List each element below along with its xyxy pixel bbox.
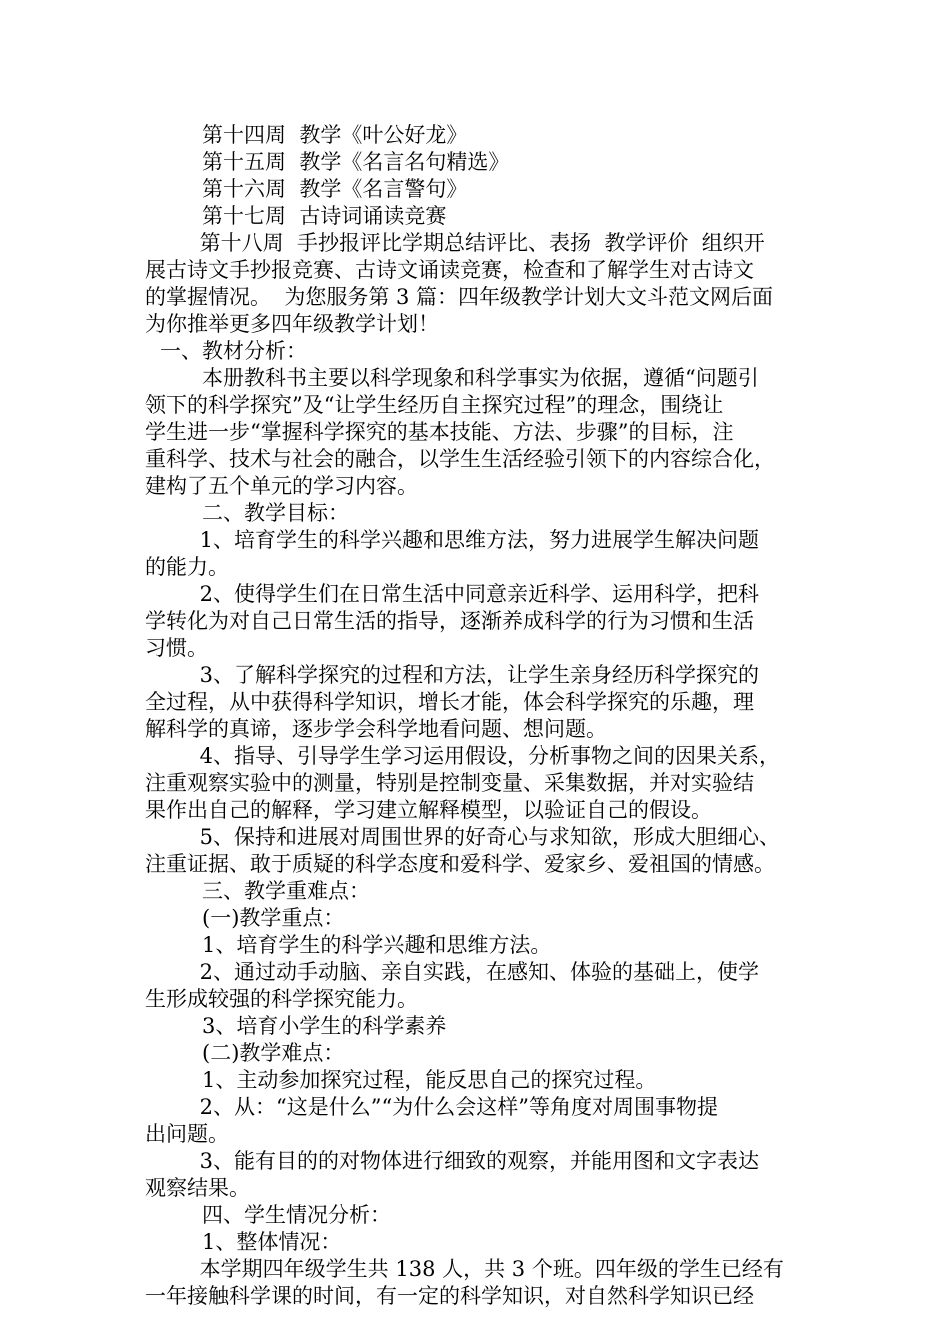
text-line: 1、主动参加探究过程，能反思自己的探究过程。: [202, 1068, 657, 1092]
subsection-heading: (二)教学难点：: [202, 1041, 345, 1065]
text-line: 领下的科学探究”及“让学生经历自主探究过程”的理念，围绕让: [145, 393, 724, 417]
text-line: 注重观察实验中的测量，特别是控制变量、采集数据，并对实验结: [145, 771, 754, 795]
text-line: 学生进一步“掌握科学探究的基本技能、方法、步骤”的目标，注: [145, 420, 734, 444]
text-line: 学转化为对自己日常生活的指导，逐渐养成科学的行为习惯和生活: [145, 609, 754, 633]
text-line: 建构了五个单元的学习内容。: [145, 474, 418, 498]
section-heading: 一、教材分析：: [160, 339, 307, 363]
subsection-heading: (一)教学重点：: [202, 906, 345, 930]
text-line: 第十八周 手抄报评比学期总结评比、表扬 教学评价 组织开: [193, 231, 765, 255]
text-line: 本册教科书主要以科学现象和科学事实为依据，遵循“问题引: [202, 366, 759, 390]
text-line: 注重证据、敢于质疑的科学态度和爱科学、爱家乡、爱祖国的情感。: [145, 852, 775, 876]
text-line: 习惯。: [145, 636, 208, 660]
text-line: 重科学、技术与社会的融合，以学生生活经验引领下的内容综合化，: [145, 447, 775, 471]
text-line: 展古诗文手抄报竞赛、古诗文诵读竞赛，检查和了解学生对古诗文: [145, 258, 754, 282]
text-line: 1、培育学生的科学兴趣和思维方法，努力进展学生解决问题: [193, 528, 760, 552]
text-line: 2、使得学生们在日常生活中同意亲近科学、运用科学，把科: [193, 582, 760, 606]
text-line: 第十四周 教学《叶公好龙》: [202, 123, 468, 147]
text-line: 出问题。: [145, 1122, 229, 1146]
text-line: 4、指导、引导学生学习运用假设，分析事物之间的因果关系，: [193, 744, 781, 768]
text-line: 5、保持和进展对周围世界的好奇心与求知欲，形成大胆细心、: [193, 825, 781, 849]
text-line: 解科学的真谛，逐步学会科学地看问题、想问题。: [145, 717, 607, 741]
text-line: 第十六周 教学《名言警句》: [202, 177, 468, 201]
section-heading: 四、学生情况分析：: [202, 1203, 391, 1227]
text-line: 本学期四年级学生共 138 人，共 3 个班。四年级的学生已经有: [193, 1257, 784, 1281]
text-line: 2、通过动手动脑、亲自实践，在感知、体验的基础上，使学: [193, 960, 760, 984]
text-line: 为你推举更多四年级教学计划！: [145, 312, 439, 336]
text-line: 1、整体情况：: [202, 1230, 342, 1254]
text-line: 全过程，从中获得科学知识，增长才能，体会科学探究的乐趣，理: [145, 690, 754, 714]
section-heading: 三、教学重难点：: [202, 879, 370, 903]
text-line: 的能力。: [145, 555, 229, 579]
text-line: 3、了解科学探究的过程和方法，让学生亲身经历科学探究的: [193, 663, 760, 687]
text-line: 果作出自己的解释，学习建立解释模型，以验证自己的假设。: [145, 798, 712, 822]
text-line: 3、能有目的的对物体进行细致的观察，并能用图和文字表达: [193, 1149, 760, 1173]
text-line: 3、培育小学生的科学素养: [202, 1014, 447, 1038]
text-line: 1、培育学生的科学兴趣和思维方法。: [202, 933, 552, 957]
text-line: 的掌握情况。 为您服务第 3 篇：四年级教学计划大文斗范文网后面: [145, 285, 774, 309]
text-line: 第十七周 古诗词诵读竞赛: [202, 204, 447, 228]
text-line: 2、从：“这是什么”“为什么会这样”等角度对周围事物提: [193, 1095, 718, 1119]
text-line: 第十五周 教学《名言名句精选》: [202, 150, 510, 174]
text-line: 生形成较强的科学探究能力。: [145, 987, 418, 1011]
text-line: 观察结果。: [145, 1176, 250, 1200]
section-heading: 二、教学目标：: [202, 501, 349, 525]
text-line: 一年接触科学课的时间，有一定的科学知识，对自然科学知识已经: [145, 1284, 754, 1308]
